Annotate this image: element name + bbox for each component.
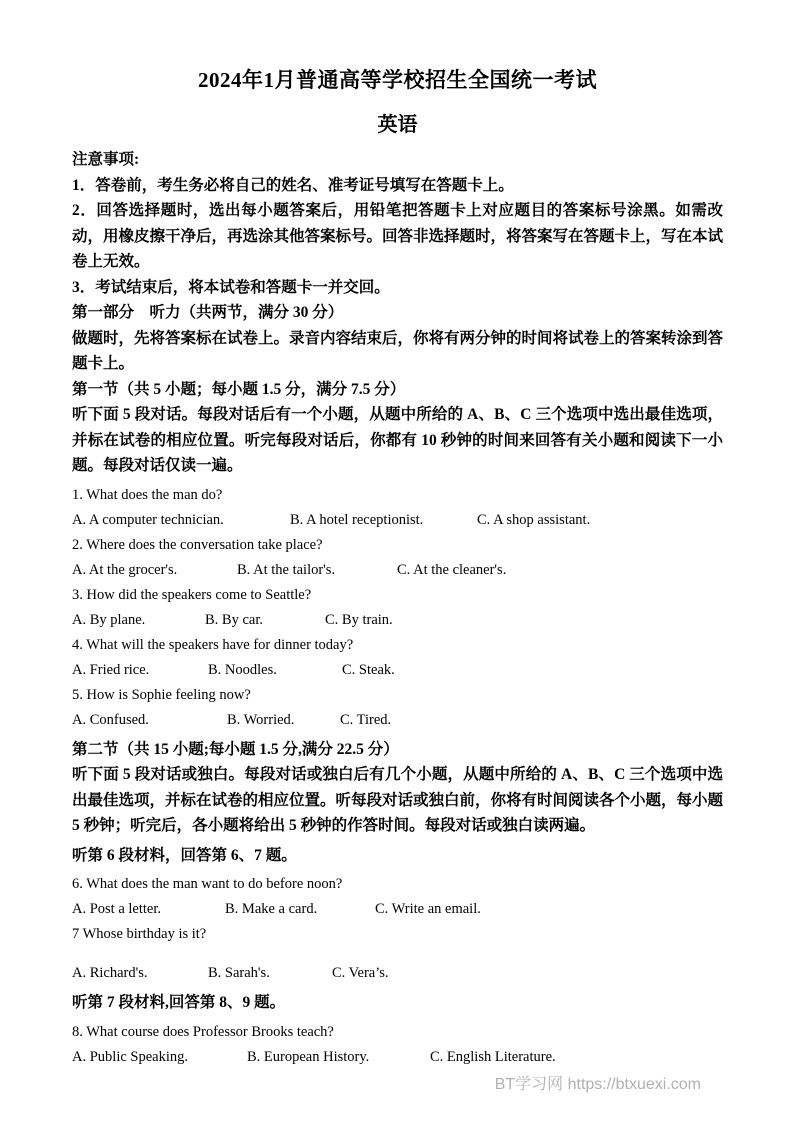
question-6-option-c: C. Write an email. xyxy=(375,901,481,917)
question-1-text: 1. What does the man do? xyxy=(72,486,223,503)
question-7-options xyxy=(72,965,723,982)
question-3-text: 3. How did the speakers come to Seattle? xyxy=(72,586,312,603)
question-2 xyxy=(72,537,723,579)
question-3-option-c: C. By train. xyxy=(325,611,393,628)
notice-heading: 注意事项: xyxy=(72,151,140,168)
material-7-heading: 听第 7 段材料,回答第 8、9 题。 xyxy=(72,994,286,1011)
watermark: BT学习网 https://btxuexi.com xyxy=(494,1076,701,1093)
question-3 xyxy=(72,587,723,629)
question-2-option-b: B. At the tailor's. xyxy=(237,561,336,578)
question-8-option-c: C. English Literature. xyxy=(430,1048,556,1065)
question-4-option-a: A. Fried rice. xyxy=(72,661,150,678)
question-5-option-b: B. Worried. xyxy=(227,711,295,728)
question-5-option-a: A. Confused. xyxy=(72,711,149,728)
part1-instructions: 做题时，先将答案标在试卷上。录音内容结束后，你将有两分钟的时间将试卷上的答案转涂到答题卡上。 xyxy=(72,329,724,372)
question-7-option-a: A. Richard's. xyxy=(72,965,148,981)
exam-title: 2024年1月普通高等学校招生全国统一考试 xyxy=(198,68,597,92)
question-2-option-a: A. At the grocer's. xyxy=(72,561,178,578)
question-3-option-a: A. By plane. xyxy=(72,611,146,628)
notice-item-1: 1．答卷前，考生务必将自己的姓名、准考证号填写在答题卡上。 xyxy=(72,176,514,194)
question-1-options xyxy=(72,512,723,529)
question-6-text: 6. What does the man want to do before noon? xyxy=(72,876,343,892)
question-4 xyxy=(72,637,723,679)
question-8-text: 8. What course does Professor Brooks teach? xyxy=(72,1023,334,1040)
question-4-option-b: B. Noodles. xyxy=(208,661,277,678)
question-1-option-c: C. A shop assistant. xyxy=(477,511,591,528)
question-7-option-b: B. Sarah's. xyxy=(208,965,270,981)
notice-item-3: 3．考试结束后，将本试卷和答题卡一并交回。 xyxy=(72,278,390,296)
question-8-option-b: B. European History. xyxy=(247,1048,370,1065)
notice-item-2: 2．回答选择题时，选出每小题答案后，用铅笔把答题卡上对应题目的答案标号涂黑。如需改动，用橡皮擦干净后，再选涂其他答案标号。回答非选择题时，将答案写在答题卡上，写在本试卷上无效。 xyxy=(72,202,724,270)
question-4-text: 4. What will the speakers have for dinner today? xyxy=(72,636,354,653)
question-8-options xyxy=(72,1049,723,1066)
material-6-heading: 听第 6 段材料，回答第 6、7 题。 xyxy=(72,846,297,864)
question-7-text: 7 Whose birthday is it? xyxy=(72,926,207,942)
part1-heading: 第一部分 听力（共两节，满分 30 分） xyxy=(72,304,344,321)
section2-heading: 第二节（共 15 小题;每小题 1.5 分,满分 22.5 分） xyxy=(72,740,399,758)
question-1-option-b: B. A hotel receptionist. xyxy=(290,511,424,528)
question-3-options xyxy=(72,612,723,629)
section2-instructions: 听下面 5 段对话或独白。每段对话或独白后有几个小题，从题中所给的 A、B、C 三个选项中选出最佳选项，并标在试卷的相应位置。听每段对话或独白前，你将有时间阅读各个小题，每小题 5 秒钟；听完后，各小题将给出 5 秒钟的作答时间。每段对话或独白读两遍。 xyxy=(72,766,724,834)
question-2-option-c: C. At the cleaner's. xyxy=(397,561,507,578)
question-8 xyxy=(72,1024,723,1066)
section1-instructions: 听下面 5 段对话。每段对话后有一个小题，从题中所给的 A、B、C 三个选项中选出最佳选项，并标在试卷的相应位置。听完每段对话后，你都有 10 秒钟的时间来回答有关小题和阅读下一小题。每段对话仅读一遍。 xyxy=(72,406,723,474)
question-2-text: 2. Where does the conversation take place? xyxy=(72,536,323,553)
question-5 xyxy=(72,687,723,729)
question-5-text: 5. How is Sophie feeling now? xyxy=(72,686,251,703)
question-1-option-a: A. A computer technician. xyxy=(72,511,224,528)
section1-heading: 第一节（共 5 小题；每小题 1.5 分，满分 7.5 分） xyxy=(72,380,406,398)
question-6-options xyxy=(72,901,723,918)
question-4-options xyxy=(72,662,723,679)
question-5-option-c: C. Tired. xyxy=(340,711,392,728)
question-3-option-b: B. By car. xyxy=(205,611,263,628)
question-7 xyxy=(72,926,723,982)
question-5-options xyxy=(72,712,723,729)
exam-subject: 英语 xyxy=(377,114,418,136)
question-2-options xyxy=(72,562,723,579)
question-4-option-c: C. Steak. xyxy=(342,661,395,678)
question-6-option-b: B. Make a card. xyxy=(225,901,318,917)
question-1 xyxy=(72,487,723,529)
question-6 xyxy=(72,876,723,918)
question-8-option-a: A. Public Speaking. xyxy=(72,1048,188,1065)
question-7-option-c: C. Vera’s. xyxy=(332,965,389,981)
question-6-option-a: A. Post a letter. xyxy=(72,901,162,917)
